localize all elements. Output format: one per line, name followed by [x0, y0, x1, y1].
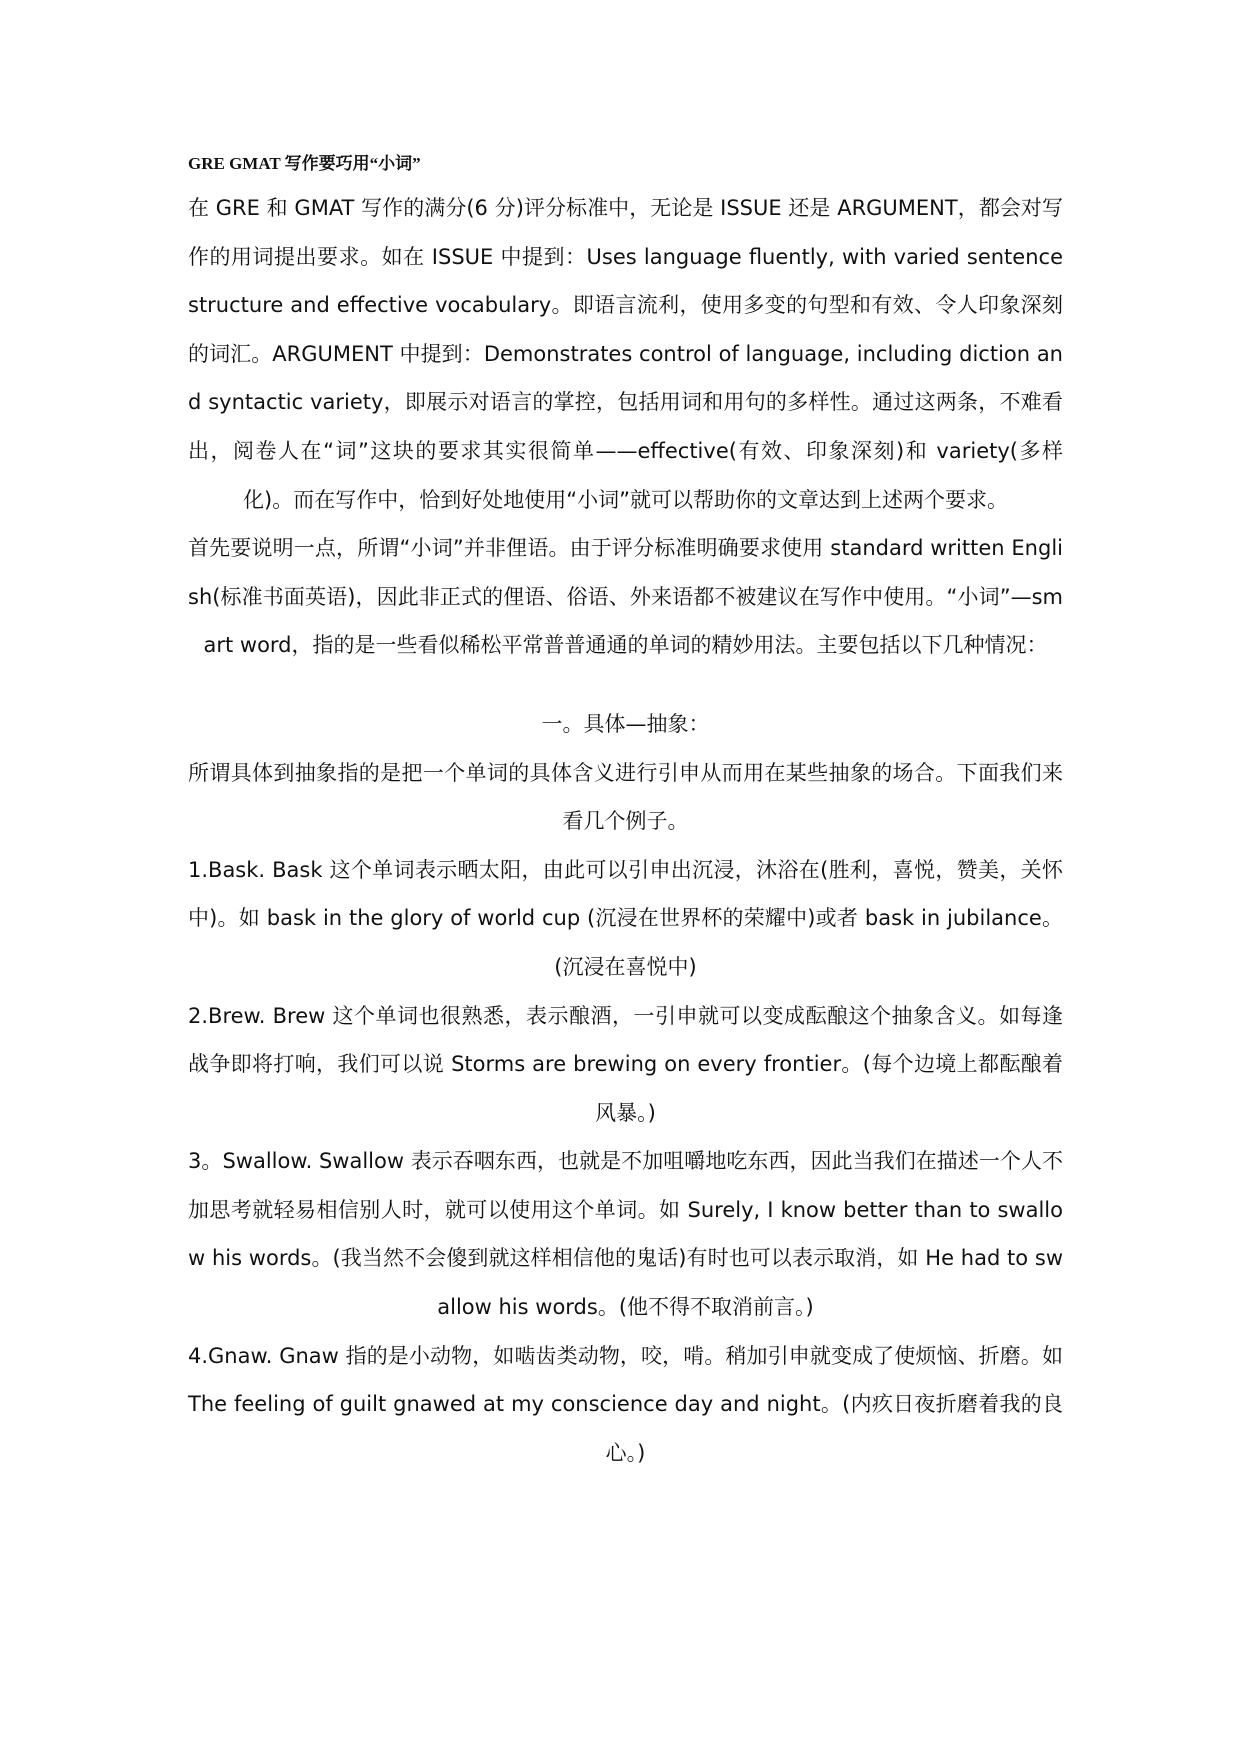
example-brew: 2.Brew. Brew 这个单词也很熟悉，表示酿酒，一引申就可以变成酝酿这个抽象含义。如每逢战争即将打响，我们可以说 Storms are brewing on every frontier。(每个边境上都酝酿着风暴。) [188, 1003, 1063, 1125]
document-body [188, 150, 1063, 1477]
paragraph-section-intro: 所谓具体到抽象指的是把一个单词的具体含义进行引申从而用在某些抽象的场合。下面我们来看几个例子。 [188, 760, 1063, 834]
example-gnaw: 4.Gnaw. Gnaw 指的是小动物，如啮齿类动物，咬，啃。稍加引申就变成了使烦恼、折磨。如 The feeling of guilt gnawed at my conscience day and night。(内疚日夜折磨着我的良心。) [188, 1343, 1063, 1465]
document-title: GRE GMAT 写作要巧用“小词” [188, 154, 421, 173]
paragraph-smart-word-definition: 首先要说明一点，所谓“小词”并非俚语。由于评分标准明确要求使用 standard written English(标准书面英语)，因此非正式的俚语、俗语、外来语都不被建议在写作中使用。“小词”—smart word，指的是一些看似稀松平常普普通通的单词的精妙用法。主要包括以下几种情况： [188, 536, 1063, 658]
paragraph-intro: 在 GRE 和 GMAT 写作的满分(6 分)评分标准中，无论是 ISSUE 还是 ARGUMENT，都会对写作的用词提出要求。如在 ISSUE 中提到：Uses language fluently, with varied sentence structure and effective vocabulary。即语言流利，使用多变的句型和有效、令人印象深刻的词汇。ARGUMENT 中提到：Demonstrates control of language, including diction and syntactic variety，即展示对语言的掌控，包括用词和用句的多样性。通过这两条，不难看出，阅卷人在“词”这块的要求其实很简单——effective(有效、印象深刻)和 variety(多样化)。而在写作中，恰到好处地使用“小词”就可以帮助你的文章达到上述两个要求。 [188, 196, 1063, 512]
example-bask: 1.Bask. Bask 这个单词表示晒太阳，由此可以引申出沉浸，沐浴在(胜利，喜悦，赞美，关怀中)。如 bask in the glory of world cup (沉浸在世界杯的荣耀中)或者 bask in jubilance。(沉浸在喜悦中) [188, 857, 1063, 979]
section-heading: 一。具体—抽象： [541, 711, 710, 736]
example-swallow: 3。Swallow. Swallow 表示吞咽东西，也就是不加咀嚼地吃东西，因此当我们在描述一个人不加思考就轻易相信别人时，就可以使用这个单词。如 Surely, I know better than to swallow his words。(我当然不会傻到就这样相信他的鬼话)有时也可以表示取消，如 He had to swallow his words。(他不得不取消前言。) [188, 1149, 1063, 1320]
